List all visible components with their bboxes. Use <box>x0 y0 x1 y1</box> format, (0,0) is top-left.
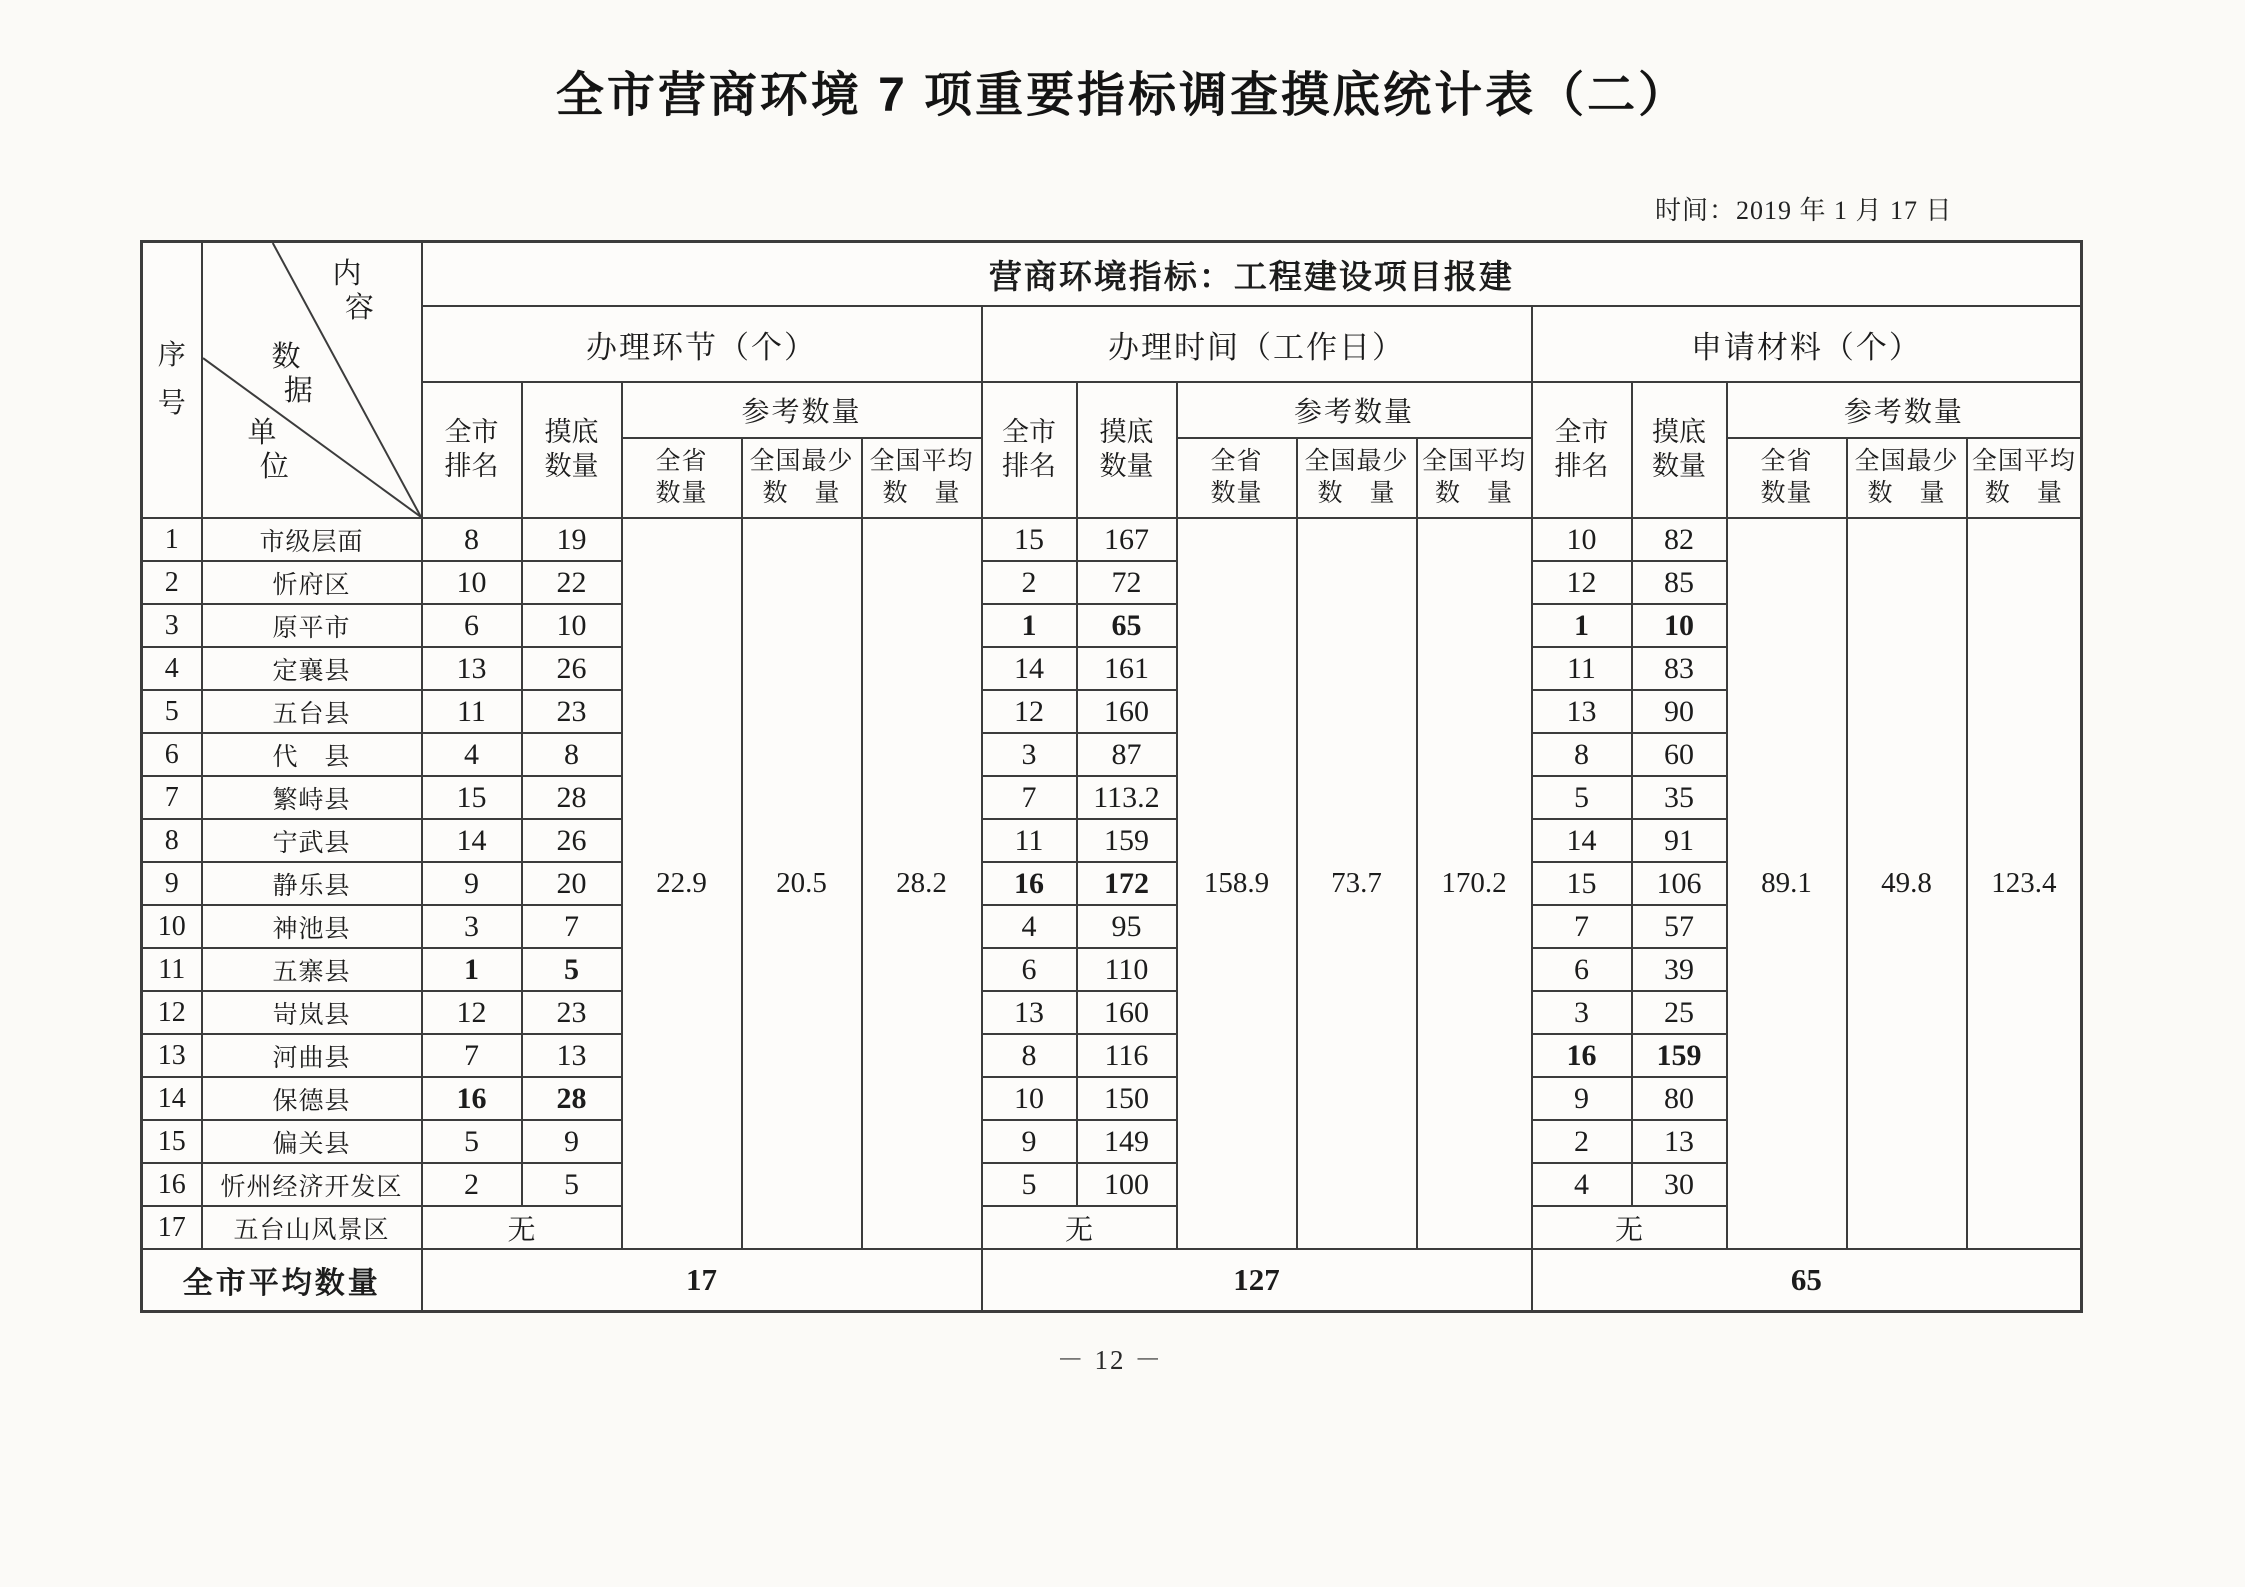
survey-count-cell: 57 <box>1632 905 1727 948</box>
unit-name: 五台山风景区 <box>202 1206 422 1249</box>
unit-name: 宁武县 <box>202 819 422 862</box>
corner-label-data: 数 据 <box>271 340 313 407</box>
rank-cell: 9 <box>1532 1077 1632 1120</box>
unit-name: 代 县 <box>202 733 422 776</box>
rank-cell: 3 <box>1532 991 1632 1034</box>
survey-count-cell: 28 <box>522 1077 622 1120</box>
survey-count-cell: 159 <box>1077 819 1177 862</box>
rank-cell: 6 <box>422 604 522 647</box>
rank-cell: 7 <box>982 776 1077 819</box>
survey-count-cell: 8 <box>522 733 622 776</box>
rank-cell: 14 <box>1532 819 1632 862</box>
national-min-ref-cell: 73.7 <box>1297 518 1417 1249</box>
header-survey-count: 摸底 数量 <box>1632 382 1727 518</box>
seq-char-2: 号 <box>157 388 186 419</box>
unit-name: 五寨县 <box>202 948 422 991</box>
rank-cell: 16 <box>982 862 1077 905</box>
survey-count-cell: 9 <box>522 1120 622 1163</box>
rank-cell: 9 <box>982 1120 1077 1163</box>
survey-count-cell: 60 <box>1632 733 1727 776</box>
rank-cell: 6 <box>982 948 1077 991</box>
survey-count-cell: 91 <box>1632 819 1727 862</box>
survey-count-cell: 65 <box>1077 604 1177 647</box>
province-ref-cell: 89.1 <box>1727 518 1847 1249</box>
header-reference-count: 参考数量 <box>622 382 982 438</box>
header-reference-count: 参考数量 <box>1727 382 2082 438</box>
survey-count-cell: 159 <box>1632 1034 1727 1077</box>
indicator-header: 营商环境指标：工程建设项目报建 <box>422 242 2082 307</box>
no-data-cell: 无 <box>422 1206 622 1249</box>
survey-count-cell: 23 <box>522 991 622 1034</box>
unit-name: 原平市 <box>202 604 422 647</box>
rank-cell: 5 <box>1532 776 1632 819</box>
rank-cell: 15 <box>1532 862 1632 905</box>
header-survey-count: 摸底 数量 <box>1077 382 1177 518</box>
row-number: 12 <box>142 991 202 1034</box>
survey-count-cell: 13 <box>1632 1120 1727 1163</box>
rank-cell: 8 <box>422 518 522 561</box>
city-average-procedures: 17 <box>422 1249 982 1311</box>
rank-cell: 8 <box>1532 733 1632 776</box>
row-number: 6 <box>142 733 202 776</box>
national-avg-ref-cell: 123.4 <box>1967 518 2082 1249</box>
survey-count-cell: 116 <box>1077 1034 1177 1077</box>
header-province-count: 全省 数量 <box>1727 438 1847 518</box>
national-avg-ref-cell: 170.2 <box>1417 518 1532 1249</box>
rank-cell: 11 <box>422 690 522 733</box>
row-number: 16 <box>142 1163 202 1206</box>
survey-count-cell: 22 <box>522 561 622 604</box>
section-title-procedures: 办理环节（个） <box>422 306 982 382</box>
rank-cell: 2 <box>422 1163 522 1206</box>
rank-cell: 3 <box>982 733 1077 776</box>
rank-cell: 16 <box>1532 1034 1632 1077</box>
survey-count-cell: 85 <box>1632 561 1727 604</box>
header-province-count: 全省 数量 <box>1177 438 1297 518</box>
header-city-rank: 全市 排名 <box>1532 382 1632 518</box>
table-body <box>142 518 2082 1249</box>
survey-count-cell: 87 <box>1077 733 1177 776</box>
rank-cell: 11 <box>1532 647 1632 690</box>
header-survey-count: 摸底 数量 <box>522 382 622 518</box>
rank-cell: 15 <box>422 776 522 819</box>
page-number: － 12 － <box>1056 1345 1164 1375</box>
rank-cell: 1 <box>1532 604 1632 647</box>
row-number: 1 <box>142 518 202 561</box>
row-number: 9 <box>142 862 202 905</box>
survey-count-cell: 80 <box>1632 1077 1727 1120</box>
rank-cell: 14 <box>422 819 522 862</box>
row-number: 8 <box>142 819 202 862</box>
no-data-cell: 无 <box>1532 1206 1727 1249</box>
survey-count-cell: 113.2 <box>1077 776 1177 819</box>
rank-cell: 6 <box>1532 948 1632 991</box>
row-number: 15 <box>142 1120 202 1163</box>
unit-name: 岢岚县 <box>202 991 422 1034</box>
row-number: 3 <box>142 604 202 647</box>
rank-cell: 11 <box>982 819 1077 862</box>
section-title-materials: 申请材料（个） <box>1532 306 2082 382</box>
survey-count-cell: 100 <box>1077 1163 1177 1206</box>
rank-cell: 2 <box>982 561 1077 604</box>
unit-name: 繁峙县 <box>202 776 422 819</box>
unit-name: 定襄县 <box>202 647 422 690</box>
header-national-min: 全国最少 数 量 <box>1297 438 1417 518</box>
province-ref-cell: 158.9 <box>1177 518 1297 1249</box>
unit-name: 神池县 <box>202 905 422 948</box>
header-national-min: 全国最少 数 量 <box>1847 438 1967 518</box>
corner-label-content: 内 容 <box>332 258 374 325</box>
row-number: 5 <box>142 690 202 733</box>
unit-name: 静乐县 <box>202 862 422 905</box>
table-row <box>142 518 2082 561</box>
header-national-avg: 全国平均 数 量 <box>1417 438 1532 518</box>
survey-count-cell: 110 <box>1077 948 1177 991</box>
survey-count-cell: 160 <box>1077 991 1177 1034</box>
page-title: 全市营商环境 7 项重要指标调查摸底统计表（二） <box>555 69 1690 122</box>
survey-count-cell: 82 <box>1632 518 1727 561</box>
rank-cell: 7 <box>1532 905 1632 948</box>
rank-cell: 13 <box>982 991 1077 1034</box>
survey-count-cell: 167 <box>1077 518 1177 561</box>
national-min-ref-cell: 49.8 <box>1847 518 1967 1249</box>
rank-cell: 10 <box>422 561 522 604</box>
unit-name: 五台县 <box>202 690 422 733</box>
rank-cell: 9 <box>422 862 522 905</box>
row-number: 13 <box>142 1034 202 1077</box>
survey-count-cell: 149 <box>1077 1120 1177 1163</box>
rank-cell: 7 <box>422 1034 522 1077</box>
survey-count-cell: 13 <box>522 1034 622 1077</box>
row-number: 10 <box>142 905 202 948</box>
rank-cell: 1 <box>422 948 522 991</box>
survey-count-cell: 106 <box>1632 862 1727 905</box>
no-data-cell: 无 <box>982 1206 1177 1249</box>
national-avg-ref-cell: 28.2 <box>862 518 982 1249</box>
header-national-avg: 全国平均 数 量 <box>1967 438 2082 518</box>
city-average-time: 127 <box>982 1249 1532 1311</box>
rank-cell: 5 <box>422 1120 522 1163</box>
corner-label-unit: 单 位 <box>247 417 289 484</box>
survey-count-cell: 35 <box>1632 776 1727 819</box>
row-number: 2 <box>142 561 202 604</box>
survey-count-cell: 150 <box>1077 1077 1177 1120</box>
survey-count-cell: 26 <box>522 647 622 690</box>
rank-cell: 15 <box>982 518 1077 561</box>
survey-count-cell: 25 <box>1632 991 1727 1034</box>
row-number: 14 <box>142 1077 202 1120</box>
rank-cell: 3 <box>422 905 522 948</box>
survey-count-cell: 10 <box>522 604 622 647</box>
unit-name: 忻府区 <box>202 561 422 604</box>
rank-cell: 1 <box>982 604 1077 647</box>
header-national-min: 全国最少 数 量 <box>742 438 862 518</box>
unit-name: 市级层面 <box>202 518 422 561</box>
header-province-count: 全省 数量 <box>622 438 742 518</box>
header-reference-count: 参考数量 <box>1177 382 1532 438</box>
survey-count-cell: 23 <box>522 690 622 733</box>
row-number: 17 <box>142 1206 202 1249</box>
rank-cell: 5 <box>982 1163 1077 1206</box>
row-number: 4 <box>142 647 202 690</box>
rank-cell: 16 <box>422 1077 522 1120</box>
section-title-time: 办理时间（工作日） <box>982 306 1532 382</box>
rank-cell: 12 <box>982 690 1077 733</box>
unit-name: 河曲县 <box>202 1034 422 1077</box>
survey-count-cell: 83 <box>1632 647 1727 690</box>
rank-cell: 8 <box>982 1034 1077 1077</box>
rank-cell: 4 <box>1532 1163 1632 1206</box>
city-average-label: 全市平均数量 <box>142 1249 422 1311</box>
survey-count-cell: 30 <box>1632 1163 1727 1206</box>
unit-name: 保德县 <box>202 1077 422 1120</box>
survey-count-cell: 95 <box>1077 905 1177 948</box>
rank-cell: 12 <box>422 991 522 1034</box>
rank-cell: 13 <box>422 647 522 690</box>
date-label: 时间：2019 年 1 月 17 日 <box>1655 196 1953 225</box>
national-min-ref-cell: 20.5 <box>742 518 862 1249</box>
unit-name: 偏关县 <box>202 1120 422 1163</box>
header-city-rank: 全市 排名 <box>982 382 1077 518</box>
city-average-materials: 65 <box>1532 1249 2082 1311</box>
header-diagonal-corner <box>202 242 422 519</box>
survey-count-cell: 28 <box>522 776 622 819</box>
survey-count-cell: 19 <box>522 518 622 561</box>
rank-cell: 13 <box>1532 690 1632 733</box>
rank-cell: 14 <box>982 647 1077 690</box>
survey-count-cell: 161 <box>1077 647 1177 690</box>
survey-count-cell: 7 <box>522 905 622 948</box>
survey-count-cell: 160 <box>1077 690 1177 733</box>
survey-count-cell: 90 <box>1632 690 1727 733</box>
survey-count-cell: 172 <box>1077 862 1177 905</box>
survey-count-cell: 5 <box>522 948 622 991</box>
statistics-table <box>140 240 2083 1313</box>
survey-count-cell: 10 <box>1632 604 1727 647</box>
survey-count-cell: 39 <box>1632 948 1727 991</box>
rank-cell: 2 <box>1532 1120 1632 1163</box>
rank-cell: 10 <box>1532 518 1632 561</box>
header-city-rank: 全市 排名 <box>422 382 522 518</box>
rank-cell: 12 <box>1532 561 1632 604</box>
seq-char-1: 序 <box>157 340 186 372</box>
survey-count-cell: 26 <box>522 819 622 862</box>
row-number: 11 <box>142 948 202 991</box>
city-average-row <box>142 1249 2082 1311</box>
header-national-avg: 全国平均 数 量 <box>862 438 982 518</box>
header-sequence-number <box>142 242 202 519</box>
rank-cell: 4 <box>982 905 1077 948</box>
survey-count-cell: 72 <box>1077 561 1177 604</box>
rank-cell: 4 <box>422 733 522 776</box>
unit-name: 忻州经济开发区 <box>202 1163 422 1206</box>
row-number: 7 <box>142 776 202 819</box>
province-ref-cell: 22.9 <box>622 518 742 1249</box>
rank-cell: 10 <box>982 1077 1077 1120</box>
survey-count-cell: 20 <box>522 862 622 905</box>
survey-count-cell: 5 <box>522 1163 622 1206</box>
